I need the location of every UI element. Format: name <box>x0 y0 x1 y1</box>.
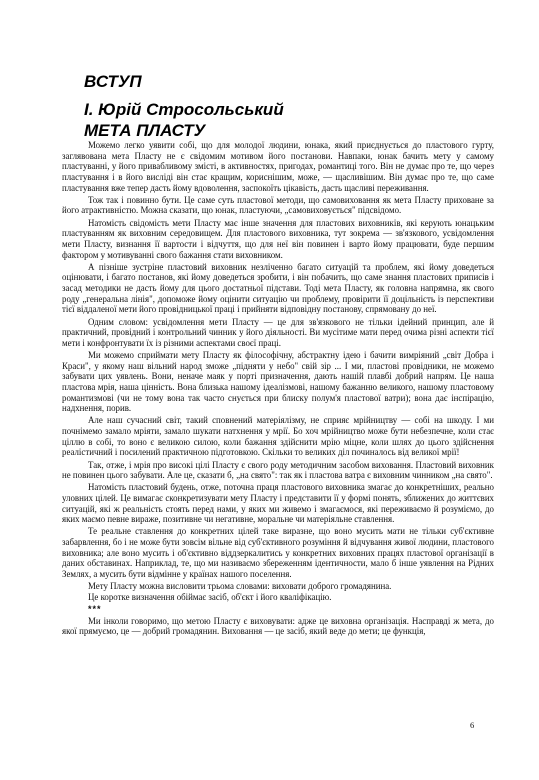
author-heading: І. Юрій Стросольський <box>84 100 284 119</box>
paragraph: Те реальне ставлення до конкретних цілей таке виразне, що воно мусить мати не тільки суб'єктивне забарвлення, бо і не може бути зовсім вільне від суб'єктивного розуміння й відчування живої людини, пластового виховника; але воно мусить і об'єктивно віддзеркалитись у конкретних виховних працях пластової організації в даних обставинах. Наприклад, те, що ми називаємо збереженням ідентичности, мало б інше уявлення на Рідних Землях, а мусить бути відмінне у країнах нашого поселення. <box>62 526 494 580</box>
section-separator: *** <box>88 603 102 614</box>
paragraph: Одним словом: усвідомлення мети Пласту — це для зв'язкового не тільки ідейний принцип, але й практичний, провідний і контрольний чинник у його діяльності. Ви мусітиме мати перед очима різні аспекти тієї мети і конфронтувати їх із різними аспектами своєї праці. <box>62 316 494 348</box>
paragraph: Натомість свідомість мети Пласту має інше значення для пластових виховників, які керують юнацьким пластуванням як виховним середовищем. Для пластового виховника, тут зокрема — зв'язкового, усвідомлення мети Пласту, визнання її вартости і відчуття, що для неї він повинен і варто йому працювати, буде першим фактором у мотивуванні свого бажання стати виховником. <box>62 217 494 260</box>
page-number: 6 <box>470 720 475 730</box>
paragraph: Тож так і повинно бути. Це саме суть пластової методи, що самовиховання як мета Пласту приховане за його атрактивністю. Можна сказати, що юнак, пластуючи, „самовиховується" підсвідомо. <box>62 194 494 216</box>
paragraph: А пізніше зустріне пластовий виховник незліченно багато ситуацій та проблем, які йому доведеться оцінювати, і багато постанов, які йому доведеться зробити, і він побачить, що саме знання пластових приписів і засад методики не дасть йому для цього достатньої підстави. Тоді мета Пласту, як головна напрямна, як свого роду „генеральна лінія", допоможе йому оцінити ситуацію чи проблему, провірити її доцільність із перспективи тієї віддаленої мети його провідницької праці і прийняти відповідну постанову, спрямовану до неї. <box>62 261 494 315</box>
paragraph: Це коротке визначення обіймає засіб, об'єкт і його кваліфікацію. <box>88 591 332 602</box>
paragraph: Натомість пластовий будень, отже, поточна праця пластового виховника змагає до конкретніших, реально уловних цілей. Це вимагає сконкретизувати мету Пласту і представити її у формі понять, зближених до життєвих ситуацій, які ж реальність стоять перед нами, у яких ми живемо і змагаємося, які переживаємо й розуміємо, до яких маємо певне вираже, позитивне чи негативне, моральне чи матеріяльне ставлення. <box>62 482 494 525</box>
paragraph: Ми інколи говоримо, що метою Пласту є виховувати: адже це виховна організація. Насправді ж мета, до якої прямуємо, це — добрий громадянин. Виховання — це засіб, який веде до мети; це функція, <box>62 615 494 637</box>
section-heading-intro: ВСТУП <box>84 72 142 91</box>
paragraph: Мету Пласту можна висловити трьома словами: виховати доброго громадянина. <box>88 581 392 592</box>
paragraph: Ми можемо сприймати мету Пласту як філософічну, абстрактну ідею і бачити вимріяний „світ Добра і Краси", у якому наш вільний народ зможе „підняти у небо" свій зір ... І ми, пластові провідники, не можемо забувати цих уявлень. Вони, неначе маяк у порті призначення, дають нашій плавбі добрий напрям. Це наша пластова мрія, наша цінність. Вона близька нашому ідеалізмові, нашому бажанню великого, нашому пластовому романтизмові (чи не тому вона так часто снується при блиску полум'я пластової ватри); вона дає інспірацію, надхнення, порив. <box>62 349 494 414</box>
paragraph: Але наш сучасний світ, такий сповнений матеріялізму, не сприяє мрійництву — собі на шкоду. І ми почнімемо замало мріяти, замало шукати натхнення у мрії. Бо хоч мрійництво може бути небезпечне, коли стає ціллю в собі, то воно є великою силою, коли бажання здійснити мрію міцне, коли шлях до цього здійснення реалістичний і посилений практичною підготовкою. Скільки то великих діл починалось від великої мрії! <box>62 415 494 458</box>
paragraph: Так, отже, і мрія про високі цілі Пласту є свого роду методичним засобом виховання. Пластовий виховник не повинен цього забувати. Але це, сказати б, „на свято": так як і пластова ватра є виховним чинником „на свято". <box>62 459 494 481</box>
paragraph: Можемо легко уявити собі, що для молодої людини, юнака, який приєднується до пластового гурту, заглявована мета Пласту не є свідомим мотивом його постанови. Навпаки, юнак бачить мету у самому пластуванні, у його привабливому змісті, в активностях, пригодах, романтиці того. Він не думає про те, що через пластування і в його висліді він стає кращим, кориснішим, може, — щасливішим. Він думає про те, що саме пластування вже тепер дасть йому вдоволення, заспокоїть цікавість, дасть щасливі переживання. <box>62 140 494 193</box>
body-text <box>62 140 494 637</box>
chapter-title: МЕТА ПЛАСТУ <box>84 121 206 140</box>
